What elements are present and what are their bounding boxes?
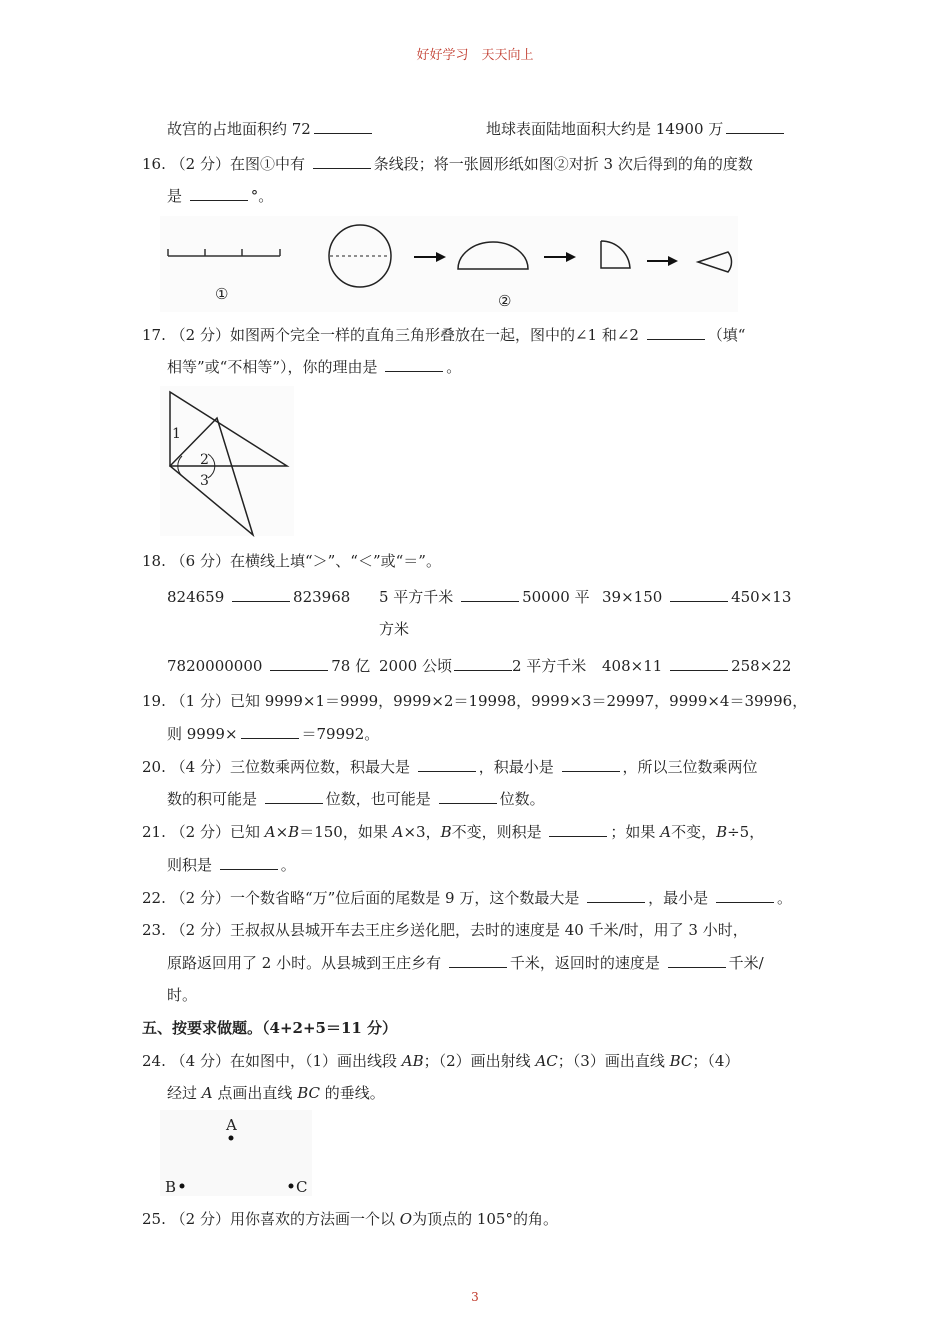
answer-blank[interactable] (454, 656, 512, 671)
question-number: 21. (142, 823, 166, 841)
point-b-label: B (165, 1178, 177, 1196)
answer-blank[interactable] (270, 656, 328, 671)
q18-line1 (142, 551, 441, 571)
question-points: （2 分） (170, 823, 230, 841)
point-b-dot (180, 1184, 185, 1189)
question-number: 22. (142, 889, 166, 907)
q15-right-text: 地球表面陆地面积大约是 14900 万 (486, 120, 724, 138)
q21-s4: 不变，则积是 (451, 823, 542, 841)
angle-label-1: 1 (172, 426, 181, 442)
question-points: （2 分） (170, 326, 230, 344)
answer-blank[interactable] (461, 587, 519, 602)
compare-right: 258×22 (731, 657, 792, 675)
question-number: 23. (142, 921, 166, 939)
q15-left-text: 故宫的占地面积约 72 (167, 120, 311, 138)
question-number: 25. (142, 1210, 166, 1228)
q23-line2 (167, 953, 764, 973)
answer-blank[interactable] (385, 357, 443, 372)
q18-r2-c2 (379, 656, 586, 676)
compare-right: 823968 (293, 588, 351, 606)
answer-blank[interactable] (265, 789, 323, 804)
point-a-label: A (226, 1116, 237, 1134)
q23-line2-a: 原路返回用了 2 小时。从县城到王庄乡有 (167, 954, 442, 972)
answer-blank[interactable] (232, 587, 290, 602)
point-c-label: C (296, 1178, 308, 1196)
answer-blank[interactable] (670, 656, 728, 671)
var-b: B (440, 823, 452, 841)
compare-right: 78 亿 (331, 657, 371, 675)
q20-text-c: ，所以三位数乘两位 (622, 758, 758, 776)
q16-text-b: 条线段；将一张圆形纸如图②对折 3 次后得到的角的度数 (373, 155, 753, 173)
q20-line2-c: 位数。 (499, 790, 545, 808)
q20-line1 (142, 757, 758, 777)
q23-line3: 时。 (167, 986, 198, 1004)
answer-blank[interactable] (562, 757, 620, 772)
compare-right: 450×13 (731, 588, 792, 606)
q16-line2-a: 是 (167, 187, 183, 205)
q22-line1 (142, 888, 792, 908)
q20-line2-a: 数的积可能是 (167, 790, 258, 808)
q25-text-a: 用你喜欢的方法画一个以 (229, 1210, 395, 1228)
q24-line2-a: 经过 (167, 1084, 198, 1102)
q18-r2-c1 (167, 656, 370, 676)
question-points: （4 分） (170, 758, 230, 776)
q21-times: × (275, 823, 289, 841)
answer-blank[interactable] (716, 888, 774, 903)
q18-r1-c2 (379, 587, 590, 607)
var-a: A (264, 823, 276, 841)
q18-r1-c2-wrap: 方米 (379, 620, 410, 638)
q24-line2-c: 的垂线。 (324, 1084, 385, 1102)
question-number: 17. (142, 326, 166, 344)
q24-line2-b: 点画出直线 (217, 1084, 293, 1102)
q20-line2-b: 位数，也可能是 (325, 790, 431, 808)
q21-s3: ×3， (403, 823, 441, 841)
figure2-label: ② (498, 292, 512, 310)
q23-line1 (142, 920, 748, 940)
q17-line2-b: 。 (446, 358, 462, 376)
question-points: （2 分） (170, 889, 230, 907)
q21-line1 (142, 822, 764, 842)
q17-line2 (167, 357, 461, 377)
q18-r1-c3 (602, 587, 791, 607)
q19-line1 (142, 691, 807, 711)
q19-line2-b: ＝79992。 (301, 725, 380, 743)
answer-blank[interactable] (418, 757, 476, 772)
angle-label-2: 2 (200, 452, 209, 468)
compare-left: 39×150 (602, 588, 663, 606)
page-header: 好好学习 天天向上 (416, 48, 534, 63)
q16-line2-b: °。 (250, 187, 274, 205)
compare-left: 824659 (167, 588, 225, 606)
q16-line2 (167, 186, 273, 206)
compare-left: 7820000000 (167, 657, 263, 675)
q19-line2-a: 则 9999× (167, 725, 238, 743)
question-points: （2 分） (170, 155, 230, 173)
q19-line2 (167, 724, 379, 744)
answer-blank[interactable] (190, 186, 248, 201)
answer-blank[interactable] (314, 119, 372, 134)
answer-blank[interactable] (220, 855, 278, 870)
q20-text-b: ，积最小是 (478, 758, 554, 776)
q17-text-b: （填“ (707, 326, 746, 344)
var-a: A (392, 823, 404, 841)
q21-line2-a: 则积是 (167, 856, 213, 874)
ray-ac: AC (535, 1052, 558, 1070)
compare-right: 2 平方千米 (511, 657, 587, 675)
q21-s7: ÷5， (727, 823, 765, 841)
question-number: 16. (142, 155, 166, 173)
q23-text: 王叔叔从县城开车去王庄乡送化肥，去时的速度是 40 千米/时，用了 3 小时， (229, 921, 748, 939)
question-points: （2 分） (170, 1210, 230, 1228)
q21-line2-b: 。 (280, 856, 296, 874)
q16-text-a: 在图①中有 (229, 155, 305, 173)
q23-line2-b: 千米，返回时的速度是 (509, 954, 660, 972)
line-bc: BC (669, 1052, 693, 1070)
q17-text-a: 如图两个完全一样的直角三角形叠放在一起，图中的∠1 和∠2 (229, 326, 639, 344)
question-points: （2 分） (170, 921, 230, 939)
q21-line2 (167, 855, 296, 875)
q20-text-a: 三位数乘两位数，积最大是 (229, 758, 410, 776)
q17-line1 (142, 325, 745, 345)
q24-t4: ；（4） (692, 1052, 740, 1070)
figure1-label: ① (215, 285, 229, 303)
q21-s1: 已知 (229, 823, 260, 841)
point-a: A (201, 1084, 213, 1102)
vertex-o: O (399, 1210, 413, 1228)
q22-text-a: 一个数省略“万”位后面的尾数是 9 万，这个数最大是 (229, 889, 580, 907)
compare-left: 5 平方千米 (379, 588, 454, 606)
q24-line2 (167, 1083, 385, 1103)
q21-s2: ＝150，如果 (299, 823, 388, 841)
var-b: B (288, 823, 300, 841)
answer-blank[interactable] (587, 888, 645, 903)
compare-right: 50000 平 (522, 588, 590, 606)
answer-blank[interactable] (668, 953, 726, 968)
point-c-dot (289, 1184, 294, 1189)
var-a: A (660, 823, 672, 841)
q18-text: 在横线上填“＞”、“＜”或“＝”。 (229, 552, 441, 570)
q18-r1-c1 (167, 587, 350, 607)
q25-line1 (142, 1209, 558, 1229)
compare-left: 408×11 (602, 657, 663, 675)
var-b: B (716, 823, 728, 841)
q24-line1 (142, 1051, 739, 1071)
q17-figure (160, 386, 295, 538)
q17-line2-a: 相等”或“不相等”），你的理由是 (167, 358, 378, 376)
q15-right (486, 119, 787, 139)
question-number: 24. (142, 1052, 166, 1070)
q21-s5: ；如果 (610, 823, 656, 841)
section-title: 五、按要求做题。（4+2+5＝11 分） (142, 1019, 398, 1037)
q21-s6: 不变， (671, 823, 717, 841)
q15-left (167, 119, 375, 139)
answer-blank[interactable] (449, 953, 507, 968)
answer-blank[interactable] (647, 325, 705, 340)
q24-t3: ；（3）画出直线 (557, 1052, 665, 1070)
question-points: （4 分） (170, 1052, 230, 1070)
figure-background (160, 216, 738, 312)
answer-blank[interactable] (670, 587, 728, 602)
q19-text: 已知 9999×1＝9999，9999×2＝19998，9999×3＝29997，9999×4＝39996， (229, 692, 808, 710)
q16-figure (160, 216, 740, 314)
q23-line2-c: 千米/ (728, 954, 764, 972)
q24-t1: 在如图中，（1）画出线段 (229, 1052, 397, 1070)
q20-line2 (167, 789, 545, 809)
page-number: 3 (471, 1290, 479, 1304)
q18-r2-c3 (602, 656, 791, 676)
question-number: 19. (142, 692, 166, 710)
question-number: 18. (142, 552, 166, 570)
answer-blank[interactable] (549, 822, 607, 837)
angle-label-3: 3 (200, 473, 209, 489)
point-a-dot (229, 1136, 234, 1141)
segment-ab: AB (401, 1052, 424, 1070)
question-points: （1 分） (170, 692, 230, 710)
answer-blank[interactable] (439, 789, 497, 804)
compare-left: 2000 公顷 (379, 657, 452, 675)
answer-blank[interactable] (241, 724, 299, 739)
question-points: （6 分） (170, 552, 230, 570)
q22-text-c: 。 (776, 889, 792, 907)
q24-figure (160, 1110, 314, 1198)
line-bc: BC (297, 1084, 320, 1102)
q22-text-b: ，最小是 (648, 889, 709, 907)
answer-blank[interactable] (726, 119, 784, 134)
q24-t2: ；（2）画出射线 (423, 1052, 531, 1070)
q16-line1 (142, 154, 753, 174)
answer-blank[interactable] (313, 154, 371, 169)
question-number: 20. (142, 758, 166, 776)
q25-text-b: 为顶点的 105°的角。 (412, 1210, 558, 1228)
